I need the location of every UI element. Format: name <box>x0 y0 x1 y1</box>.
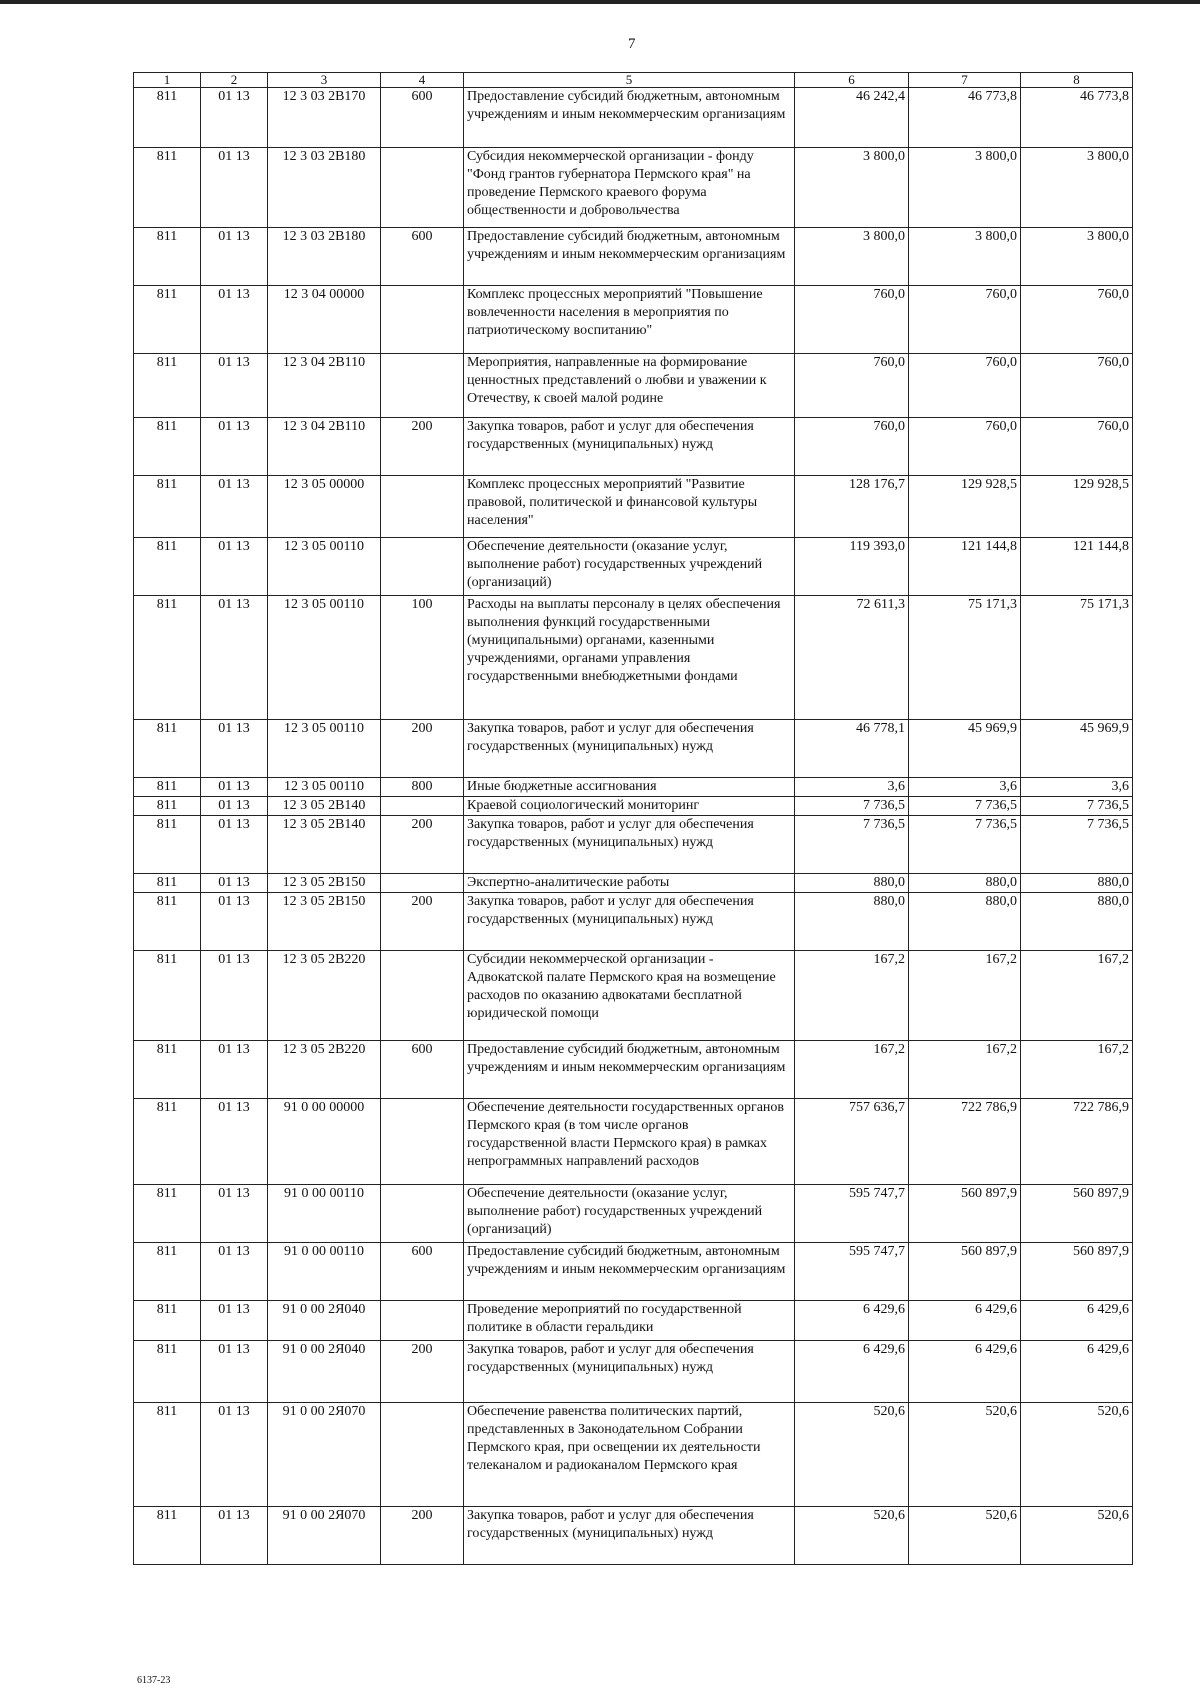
cell-group-code: 811 <box>134 893 201 951</box>
cell-amount-2: 560 897,9 <box>909 1185 1021 1243</box>
header-row <box>134 73 1133 88</box>
cell-expense-type: 100 <box>381 596 464 720</box>
cell-amount-1: 7 736,5 <box>795 816 909 874</box>
table-row <box>134 286 1133 354</box>
cell-expense-type <box>381 148 464 228</box>
table-row <box>134 596 1133 720</box>
cell-amount-2: 3 800,0 <box>909 148 1021 228</box>
cell-group-code: 811 <box>134 1341 201 1403</box>
cell-amount-2: 3,6 <box>909 778 1021 797</box>
cell-name: Комплекс процессных мероприятий "Развитие правовой, политической и финансовой культуры населения" <box>464 476 795 538</box>
cell-section-code: 01 13 <box>201 286 268 354</box>
cell-amount-3: 167,2 <box>1021 1041 1133 1099</box>
cell-amount-3: 520,6 <box>1021 1507 1133 1565</box>
cell-expense-type: 200 <box>381 1341 464 1403</box>
cell-amount-2: 75 171,3 <box>909 596 1021 720</box>
cell-section-code: 01 13 <box>201 951 268 1041</box>
cell-name: Краевой социологический мониторинг <box>464 797 795 816</box>
header-cell: 7 <box>909 73 1021 88</box>
cell-amount-1: 46 242,4 <box>795 88 909 148</box>
cell-group-code: 811 <box>134 1185 201 1243</box>
cell-expense-type <box>381 286 464 354</box>
cell-amount-3: 7 736,5 <box>1021 797 1133 816</box>
cell-expense-type <box>381 476 464 538</box>
cell-amount-1: 3 800,0 <box>795 228 909 286</box>
cell-amount-1: 7 736,5 <box>795 797 909 816</box>
cell-amount-1: 520,6 <box>795 1507 909 1565</box>
table-row <box>134 797 1133 816</box>
cell-expense-type: 600 <box>381 88 464 148</box>
cell-amount-3: 6 429,6 <box>1021 1301 1133 1341</box>
cell-expense-type <box>381 354 464 418</box>
cell-amount-2: 880,0 <box>909 893 1021 951</box>
cell-amount-2: 3 800,0 <box>909 228 1021 286</box>
cell-amount-2: 167,2 <box>909 1041 1021 1099</box>
cell-group-code: 811 <box>134 418 201 476</box>
cell-target-code: 12 3 05 00110 <box>268 720 381 778</box>
cell-group-code: 811 <box>134 88 201 148</box>
cell-group-code: 811 <box>134 816 201 874</box>
cell-name: Предоставление субсидий бюджетным, автономным учреждениям и иным некоммерческим организациям <box>464 228 795 286</box>
cell-section-code: 01 13 <box>201 1041 268 1099</box>
cell-target-code: 91 0 00 2Я040 <box>268 1301 381 1341</box>
cell-amount-1: 595 747,7 <box>795 1185 909 1243</box>
cell-amount-1: 72 611,3 <box>795 596 909 720</box>
table-row <box>134 1341 1133 1403</box>
cell-group-code: 811 <box>134 874 201 893</box>
cell-target-code: 91 0 00 00110 <box>268 1185 381 1243</box>
header-cell: 5 <box>464 73 795 88</box>
cell-name: Закупка товаров, работ и услуг для обеспечения государственных (муниципальных) нужд <box>464 893 795 951</box>
table-row <box>134 88 1133 148</box>
cell-amount-1: 128 176,7 <box>795 476 909 538</box>
cell-expense-type <box>381 1301 464 1341</box>
cell-expense-type <box>381 951 464 1041</box>
cell-amount-3: 760,0 <box>1021 354 1133 418</box>
cell-amount-2: 760,0 <box>909 418 1021 476</box>
cell-name: Обеспечение равенства политических партий, представленных в Законодательном Собрании Пермского края, при освещении их деятельности телеканалом и радиоканалом Пермского края <box>464 1403 795 1507</box>
cell-name: Закупка товаров, работ и услуг для обеспечения государственных (муниципальных) нужд <box>464 1341 795 1403</box>
cell-group-code: 811 <box>134 1301 201 1341</box>
cell-name: Обеспечение деятельности (оказание услуг, выполнение работ) государственных учреждений (организаций) <box>464 538 795 596</box>
cell-section-code: 01 13 <box>201 418 268 476</box>
cell-target-code: 12 3 05 00000 <box>268 476 381 538</box>
cell-amount-1: 760,0 <box>795 286 909 354</box>
table-row <box>134 778 1133 797</box>
cell-name: Обеспечение деятельности (оказание услуг, выполнение работ) государственных учреждений (организаций) <box>464 1185 795 1243</box>
cell-target-code: 12 3 04 00000 <box>268 286 381 354</box>
cell-name: Закупка товаров, работ и услуг для обеспечения государственных (муниципальных) нужд <box>464 1507 795 1565</box>
cell-amount-2: 880,0 <box>909 874 1021 893</box>
cell-section-code: 01 13 <box>201 893 268 951</box>
cell-expense-type <box>381 1403 464 1507</box>
cell-section-code: 01 13 <box>201 476 268 538</box>
cell-amount-1: 595 747,7 <box>795 1243 909 1301</box>
cell-amount-3: 3 800,0 <box>1021 148 1133 228</box>
cell-amount-3: 7 736,5 <box>1021 816 1133 874</box>
cell-target-code: 91 0 00 2Я040 <box>268 1341 381 1403</box>
cell-group-code: 811 <box>134 1099 201 1185</box>
cell-target-code: 12 3 03 2В170 <box>268 88 381 148</box>
cell-amount-2: 7 736,5 <box>909 797 1021 816</box>
cell-amount-3: 167,2 <box>1021 951 1133 1041</box>
cell-target-code: 12 3 05 2В150 <box>268 893 381 951</box>
cell-amount-2: 46 773,8 <box>909 88 1021 148</box>
header-cell: 2 <box>201 73 268 88</box>
cell-section-code: 01 13 <box>201 1301 268 1341</box>
cell-name: Предоставление субсидий бюджетным, автономным учреждениям и иным некоммерческим организациям <box>464 88 795 148</box>
cell-expense-type <box>381 1099 464 1185</box>
cell-amount-2: 760,0 <box>909 286 1021 354</box>
cell-expense-type: 600 <box>381 1243 464 1301</box>
cell-amount-2: 520,6 <box>909 1507 1021 1565</box>
cell-section-code: 01 13 <box>201 354 268 418</box>
table-row <box>134 1185 1133 1243</box>
header-cell: 8 <box>1021 73 1133 88</box>
cell-expense-type: 200 <box>381 720 464 778</box>
table-row <box>134 1099 1133 1185</box>
cell-amount-3: 129 928,5 <box>1021 476 1133 538</box>
cell-target-code: 12 3 04 2В110 <box>268 418 381 476</box>
cell-section-code: 01 13 <box>201 778 268 797</box>
cell-section-code: 01 13 <box>201 596 268 720</box>
cell-expense-type <box>381 797 464 816</box>
cell-group-code: 811 <box>134 1507 201 1565</box>
cell-name: Предоставление субсидий бюджетным, автономным учреждениям и иным некоммерческим организациям <box>464 1243 795 1301</box>
cell-group-code: 811 <box>134 538 201 596</box>
cell-amount-1: 3 800,0 <box>795 148 909 228</box>
cell-amount-1: 760,0 <box>795 354 909 418</box>
cell-group-code: 811 <box>134 778 201 797</box>
cell-name: Экспертно-аналитические работы <box>464 874 795 893</box>
cell-section-code: 01 13 <box>201 1507 268 1565</box>
cell-amount-3: 560 897,9 <box>1021 1243 1133 1301</box>
table-row <box>134 1243 1133 1301</box>
cell-amount-1: 520,6 <box>795 1403 909 1507</box>
cell-target-code: 12 3 05 00110 <box>268 596 381 720</box>
table-row <box>134 148 1133 228</box>
cell-amount-3: 760,0 <box>1021 286 1133 354</box>
table-row <box>134 874 1133 893</box>
table-row <box>134 228 1133 286</box>
cell-amount-3: 6 429,6 <box>1021 1341 1133 1403</box>
cell-expense-type <box>381 1185 464 1243</box>
cell-amount-1: 880,0 <box>795 874 909 893</box>
cell-amount-3: 121 144,8 <box>1021 538 1133 596</box>
cell-amount-1: 6 429,6 <box>795 1341 909 1403</box>
cell-target-code: 12 3 05 00110 <box>268 538 381 596</box>
cell-target-code: 12 3 05 2В140 <box>268 797 381 816</box>
cell-amount-1: 880,0 <box>795 893 909 951</box>
cell-amount-3: 45 969,9 <box>1021 720 1133 778</box>
cell-amount-2: 167,2 <box>909 951 1021 1041</box>
cell-expense-type <box>381 538 464 596</box>
cell-section-code: 01 13 <box>201 816 268 874</box>
cell-amount-2: 129 928,5 <box>909 476 1021 538</box>
cell-section-code: 01 13 <box>201 1341 268 1403</box>
table-row <box>134 1507 1133 1565</box>
table-row <box>134 418 1133 476</box>
cell-amount-1: 167,2 <box>795 951 909 1041</box>
cell-section-code: 01 13 <box>201 874 268 893</box>
cell-amount-2: 520,6 <box>909 1403 1021 1507</box>
cell-name: Предоставление субсидий бюджетным, автономным учреждениям и иным некоммерческим организациям <box>464 1041 795 1099</box>
cell-amount-1: 757 636,7 <box>795 1099 909 1185</box>
cell-section-code: 01 13 <box>201 148 268 228</box>
cell-name: Проведение мероприятий по государственной политике в области геральдики <box>464 1301 795 1341</box>
cell-amount-2: 6 429,6 <box>909 1301 1021 1341</box>
cell-group-code: 811 <box>134 951 201 1041</box>
cell-name: Закупка товаров, работ и услуг для обеспечения государственных (муниципальных) нужд <box>464 720 795 778</box>
cell-section-code: 01 13 <box>201 1243 268 1301</box>
cell-target-code: 12 3 05 2В220 <box>268 1041 381 1099</box>
cell-amount-3: 560 897,9 <box>1021 1185 1133 1243</box>
cell-expense-type <box>381 874 464 893</box>
cell-group-code: 811 <box>134 286 201 354</box>
cell-group-code: 811 <box>134 148 201 228</box>
cell-amount-2: 560 897,9 <box>909 1243 1021 1301</box>
cell-amount-1: 46 778,1 <box>795 720 909 778</box>
table-row <box>134 354 1133 418</box>
budget-table <box>133 72 1133 1565</box>
cell-amount-3: 46 773,8 <box>1021 88 1133 148</box>
cell-amount-1: 760,0 <box>795 418 909 476</box>
cell-amount-3: 880,0 <box>1021 874 1133 893</box>
header-cell: 1 <box>134 73 201 88</box>
table-row <box>134 1041 1133 1099</box>
cell-target-code: 12 3 04 2В110 <box>268 354 381 418</box>
cell-group-code: 811 <box>134 228 201 286</box>
cell-target-code: 91 0 00 2Я070 <box>268 1403 381 1507</box>
table-row <box>134 720 1133 778</box>
cell-target-code: 12 3 05 2В140 <box>268 816 381 874</box>
cell-amount-3: 3 800,0 <box>1021 228 1133 286</box>
cell-name: Расходы на выплаты персоналу в целях обеспечения выполнения функций государственными (муниципальными) органами, казенными учреждениями, органами управления государственными внебюджетными фондами <box>464 596 795 720</box>
cell-name: Иные бюджетные ассигнования <box>464 778 795 797</box>
cell-target-code: 12 3 05 2В220 <box>268 951 381 1041</box>
cell-group-code: 811 <box>134 354 201 418</box>
cell-amount-3: 3,6 <box>1021 778 1133 797</box>
table-row <box>134 476 1133 538</box>
top-scan-border <box>0 0 1200 4</box>
cell-name: Комплекс процессных мероприятий "Повышение вовлеченности населения в мероприятия по патриотическому воспитанию" <box>464 286 795 354</box>
cell-group-code: 811 <box>134 720 201 778</box>
table-row <box>134 1301 1133 1341</box>
cell-name: Закупка товаров, работ и услуг для обеспечения государственных (муниципальных) нужд <box>464 418 795 476</box>
cell-section-code: 01 13 <box>201 1185 268 1243</box>
cell-target-code: 12 3 05 2В150 <box>268 874 381 893</box>
cell-amount-2: 45 969,9 <box>909 720 1021 778</box>
cell-section-code: 01 13 <box>201 1099 268 1185</box>
cell-name: Мероприятия, направленные на формирование ценностных представлений о любви и уважении к Отечеству, к своей малой родине <box>464 354 795 418</box>
cell-name: Закупка товаров, работ и услуг для обеспечения государственных (муниципальных) нужд <box>464 816 795 874</box>
cell-section-code: 01 13 <box>201 720 268 778</box>
table-row <box>134 1403 1133 1507</box>
cell-name: Субсидии некоммерческой организации - Адвокатской палате Пермского края на возмещение расходов по оказанию адвокатами бесплатной юридической помощи <box>464 951 795 1041</box>
cell-target-code: 91 0 00 2Я070 <box>268 1507 381 1565</box>
document-code: 6137-23 <box>137 1675 171 1686</box>
cell-amount-2: 6 429,6 <box>909 1341 1021 1403</box>
cell-amount-3: 880,0 <box>1021 893 1133 951</box>
cell-expense-type: 600 <box>381 1041 464 1099</box>
cell-amount-1: 119 393,0 <box>795 538 909 596</box>
cell-amount-1: 167,2 <box>795 1041 909 1099</box>
table-body <box>134 73 1133 1565</box>
cell-target-code: 12 3 05 00110 <box>268 778 381 797</box>
cell-amount-2: 121 144,8 <box>909 538 1021 596</box>
table-row <box>134 893 1133 951</box>
cell-amount-2: 760,0 <box>909 354 1021 418</box>
table-row <box>134 951 1133 1041</box>
page-number: 7 <box>628 36 636 52</box>
cell-name: Субсидия некоммерческой организации - фонду "Фонд грантов губернатора Пермского края" на проведение Пермского краевого форума общественности и добровольчества <box>464 148 795 228</box>
cell-expense-type: 600 <box>381 228 464 286</box>
table-row <box>134 816 1133 874</box>
cell-expense-type: 200 <box>381 893 464 951</box>
cell-section-code: 01 13 <box>201 1403 268 1507</box>
cell-target-code: 91 0 00 00000 <box>268 1099 381 1185</box>
header-cell: 4 <box>381 73 464 88</box>
header-cell: 3 <box>268 73 381 88</box>
cell-amount-3: 722 786,9 <box>1021 1099 1133 1185</box>
cell-group-code: 811 <box>134 1243 201 1301</box>
cell-name: Обеспечение деятельности государственных органов Пермского края (в том числе органов государственной власти Пермского края) в рамках непрограммных направлений расходов <box>464 1099 795 1185</box>
cell-target-code: 91 0 00 00110 <box>268 1243 381 1301</box>
cell-section-code: 01 13 <box>201 797 268 816</box>
cell-amount-3: 520,6 <box>1021 1403 1133 1507</box>
cell-amount-3: 75 171,3 <box>1021 596 1133 720</box>
cell-amount-1: 3,6 <box>795 778 909 797</box>
cell-group-code: 811 <box>134 596 201 720</box>
cell-amount-1: 6 429,6 <box>795 1301 909 1341</box>
cell-section-code: 01 13 <box>201 538 268 596</box>
cell-section-code: 01 13 <box>201 88 268 148</box>
cell-amount-3: 760,0 <box>1021 418 1133 476</box>
cell-expense-type: 200 <box>381 1507 464 1565</box>
cell-expense-type: 200 <box>381 816 464 874</box>
cell-expense-type: 800 <box>381 778 464 797</box>
cell-target-code: 12 3 03 2В180 <box>268 148 381 228</box>
table-row <box>134 538 1133 596</box>
header-cell: 6 <box>795 73 909 88</box>
cell-group-code: 811 <box>134 476 201 538</box>
cell-group-code: 811 <box>134 1403 201 1507</box>
cell-target-code: 12 3 03 2В180 <box>268 228 381 286</box>
cell-amount-2: 722 786,9 <box>909 1099 1021 1185</box>
cell-expense-type: 200 <box>381 418 464 476</box>
cell-section-code: 01 13 <box>201 228 268 286</box>
cell-amount-2: 7 736,5 <box>909 816 1021 874</box>
cell-group-code: 811 <box>134 797 201 816</box>
cell-group-code: 811 <box>134 1041 201 1099</box>
